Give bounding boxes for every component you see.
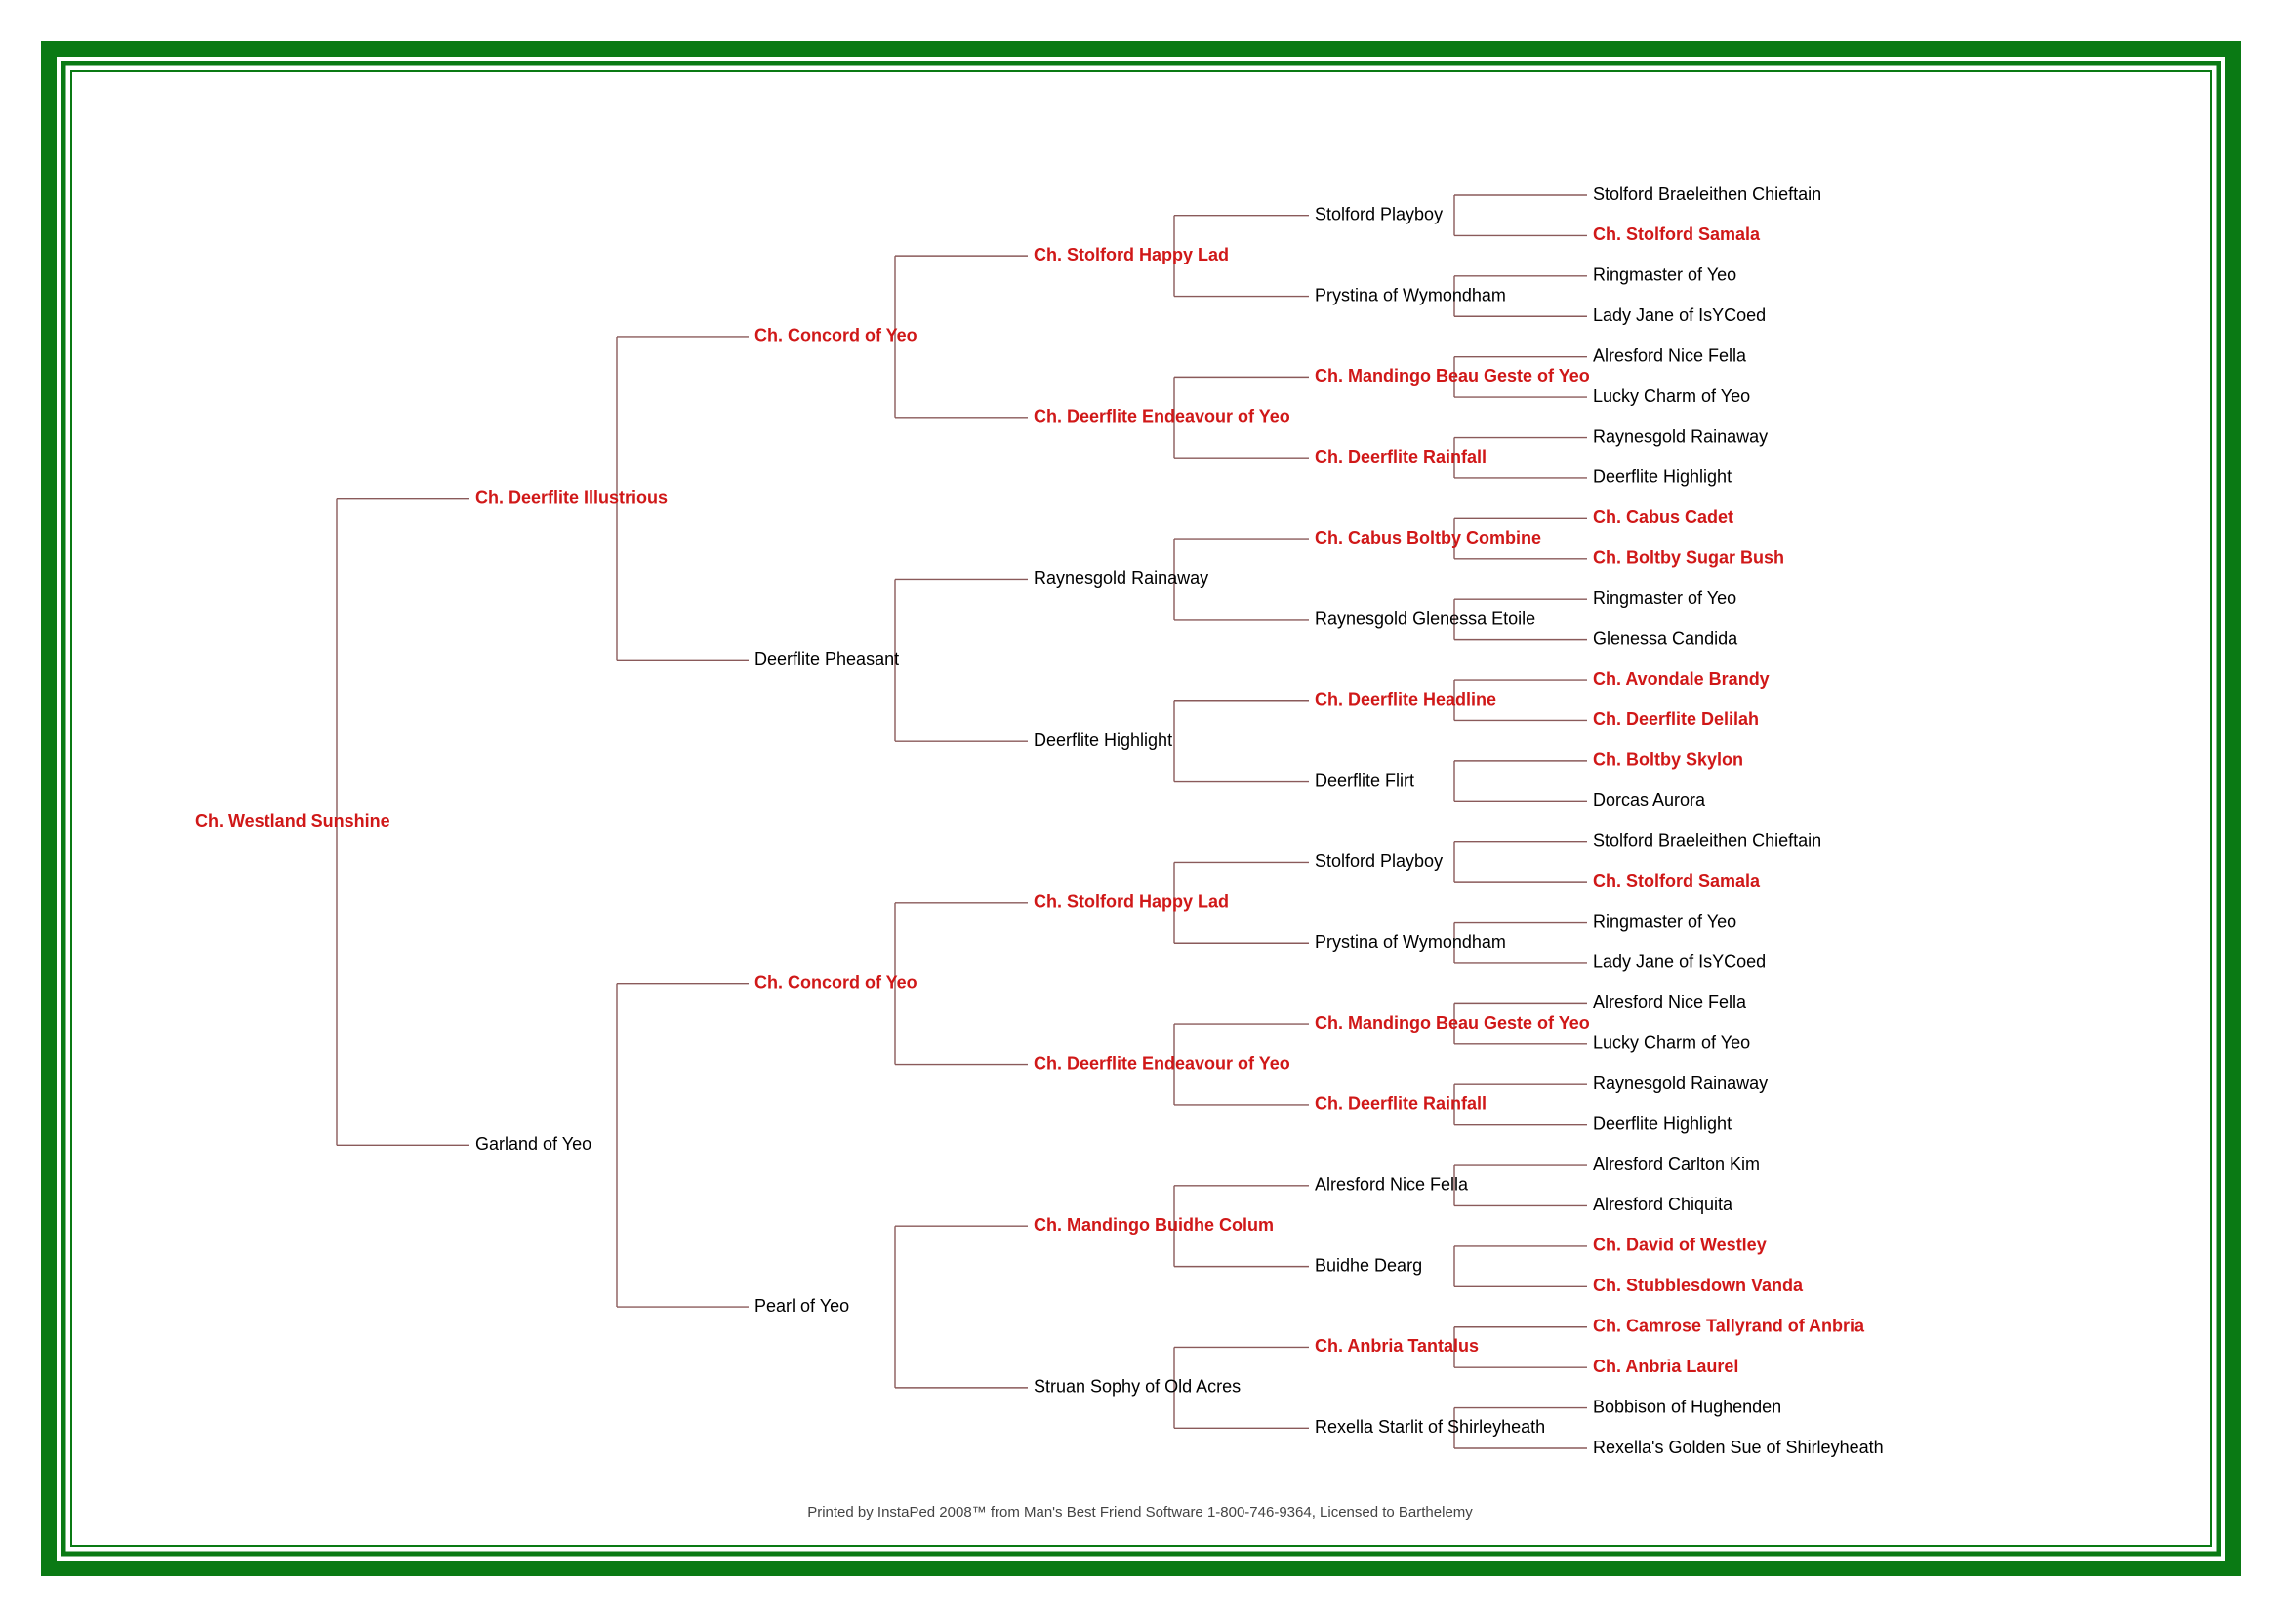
dog-name-ch-concord-of-yeo: Ch. Concord of Yeo — [754, 972, 917, 993]
dog-name-ch-deerflite-rainfall: Ch. Deerflite Rainfall — [1315, 1093, 1487, 1114]
dog-name-raynesgold-rainaway: Raynesgold Rainaway — [1593, 1073, 1769, 1093]
dog-name-stolford-braeleithen-chieftain: Stolford Braeleithen Chieftain — [1593, 183, 1822, 204]
dog-name-prystina-of-wymondham: Prystina of Wymondham — [1315, 932, 1506, 953]
dog-name-struan-sophy-of-old-acres: Struan Sophy of Old Acres — [1034, 1376, 1242, 1397]
dog-name-ch-westland-sunshine: Ch. Westland Sunshine — [195, 810, 390, 831]
dog-name-raynesgold-rainaway: Raynesgold Rainaway — [1034, 568, 1209, 589]
dog-name-ch-deerflite-delilah: Ch. Deerflite Delilah — [1593, 710, 1760, 730]
dog-name-ch-anbria-laurel: Ch. Anbria Laurel — [1593, 1356, 1739, 1376]
dog-name-dorcas-aurora: Dorcas Aurora — [1593, 791, 1706, 811]
dog-name-rexella-s-golden-sue-of-shirleyheath: Rexella's Golden Sue of Shirleyheath — [1593, 1437, 1884, 1457]
dog-name-ch-cabus-cadet: Ch. Cabus Cadet — [1593, 508, 1734, 528]
dog-name-garland-of-yeo: Garland of Yeo — [475, 1134, 592, 1155]
dog-name-pearl-of-yeo: Pearl of Yeo — [754, 1295, 850, 1316]
dog-name-lucky-charm-of-yeo: Lucky Charm of Yeo — [1593, 1033, 1751, 1053]
pedigree-names — [195, 184, 1884, 1457]
dog-name-ch-stolford-happy-lad: Ch. Stolford Happy Lad — [1034, 244, 1229, 264]
dog-name-lucky-charm-of-yeo: Lucky Charm of Yeo — [1593, 386, 1751, 406]
dog-name-glenessa-candida: Glenessa Candida — [1593, 629, 1738, 649]
dog-name-stolford-playboy: Stolford Playboy — [1315, 851, 1444, 872]
dog-name-deerflite-flirt: Deerflite Flirt — [1315, 770, 1415, 791]
dog-name-stolford-playboy: Stolford Playboy — [1315, 204, 1444, 224]
inner-border — [71, 71, 2211, 1546]
dog-name-ch-cabus-boltby-combine: Ch. Cabus Boltby Combine — [1315, 527, 1542, 548]
outer-border — [49, 49, 2233, 1568]
middle-border — [63, 63, 2219, 1554]
dog-name-alresford-nice-fella: Alresford Nice Fella — [1593, 345, 1747, 366]
page-border — [49, 49, 2233, 1568]
dog-name-ch-deerflite-endeavour-of-yeo: Ch. Deerflite Endeavour of Yeo — [1034, 1053, 1290, 1074]
dog-name-ch-stolford-happy-lad: Ch. Stolford Happy Lad — [1034, 891, 1229, 912]
dog-name-rexella-starlit-of-shirleyheath: Rexella Starlit of Shirleyheath — [1315, 1417, 1546, 1438]
dog-name-ch-camrose-tallyrand-of-anbria: Ch. Camrose Tallyrand of Anbria — [1593, 1316, 1865, 1336]
dog-name-ringmaster-of-yeo: Ringmaster of Yeo — [1593, 264, 1737, 285]
dog-name-ch-deerflite-rainfall: Ch. Deerflite Rainfall — [1315, 446, 1487, 467]
dog-name-ch-boltby-skylon: Ch. Boltby Skylon — [1593, 750, 1744, 770]
dog-name-alresford-carlton-kim: Alresford Carlton Kim — [1593, 1154, 1761, 1174]
dog-name-ch-stolford-samala: Ch. Stolford Samala — [1593, 224, 1761, 245]
dog-name-deerflite-pheasant: Deerflite Pheasant — [754, 649, 900, 670]
dog-name-alresford-nice-fella: Alresford Nice Fella — [1315, 1174, 1469, 1195]
dog-name-ch-concord-of-yeo: Ch. Concord of Yeo — [754, 325, 917, 345]
dog-name-ch-stolford-samala: Ch. Stolford Samala — [1593, 871, 1761, 891]
dog-name-lady-jane-of-isycoed: Lady Jane of IsYCoed — [1593, 305, 1767, 326]
dog-name-lady-jane-of-isycoed: Lady Jane of IsYCoed — [1593, 952, 1767, 972]
dog-name-ch-mandingo-beau-geste-of-yeo: Ch. Mandingo Beau Geste of Yeo — [1315, 366, 1590, 386]
dog-name-stolford-braeleithen-chieftain: Stolford Braeleithen Chieftain — [1593, 831, 1822, 851]
dog-name-buidhe-dearg: Buidhe Dearg — [1315, 1255, 1423, 1276]
dog-name-ch-deerflite-illustrious: Ch. Deerflite Illustrious — [475, 487, 669, 508]
dog-name-ch-david-of-westley: Ch. David of Westley — [1593, 1235, 1767, 1255]
dog-name-ch-anbria-tantalus: Ch. Anbria Tantalus — [1315, 1336, 1480, 1357]
dog-name-deerflite-highlight: Deerflite Highlight — [1034, 729, 1173, 750]
dog-name-prystina-of-wymondham: Prystina of Wymondham — [1315, 285, 1506, 305]
dog-name-ringmaster-of-yeo: Ringmaster of Yeo — [1593, 912, 1737, 932]
dog-name-ch-stubblesdown-vanda: Ch. Stubblesdown Vanda — [1593, 1276, 1804, 1296]
dog-name-ch-deerflite-endeavour-of-yeo: Ch. Deerflite Endeavour of Yeo — [1034, 406, 1290, 426]
dog-name-bobbison-of-hughenden: Bobbison of Hughenden — [1593, 1397, 1782, 1417]
dog-name-ch-mandingo-beau-geste-of-yeo: Ch. Mandingo Beau Geste of Yeo — [1315, 1012, 1590, 1033]
dog-name-deerflite-highlight: Deerflite Highlight — [1593, 1114, 1732, 1134]
dog-name-alresford-nice-fella: Alresford Nice Fella — [1593, 993, 1747, 1013]
dog-name-ch-deerflite-headline: Ch. Deerflite Headline — [1315, 689, 1497, 710]
dog-name-raynesgold-glenessa-etoile: Raynesgold Glenessa Etoile — [1315, 608, 1536, 629]
dog-name-deerflite-highlight: Deerflite Highlight — [1593, 467, 1732, 487]
dog-name-raynesgold-rainaway: Raynesgold Rainaway — [1593, 426, 1769, 447]
footer-credit: Printed by InstaPed 2008™ from Man's Best Friend Software 1-800-746-9364, Licensed to Barthelemy — [807, 1503, 1473, 1521]
dog-name-ch-avondale-brandy: Ch. Avondale Brandy — [1593, 669, 1770, 689]
dog-name-ch-mandingo-buidhe-colum: Ch. Mandingo Buidhe Colum — [1034, 1214, 1274, 1235]
dog-name-alresford-chiquita: Alresford Chiquita — [1593, 1195, 1733, 1215]
dog-name-ringmaster-of-yeo: Ringmaster of Yeo — [1593, 588, 1737, 608]
dog-name-ch-boltby-sugar-bush: Ch. Boltby Sugar Bush — [1593, 548, 1785, 568]
